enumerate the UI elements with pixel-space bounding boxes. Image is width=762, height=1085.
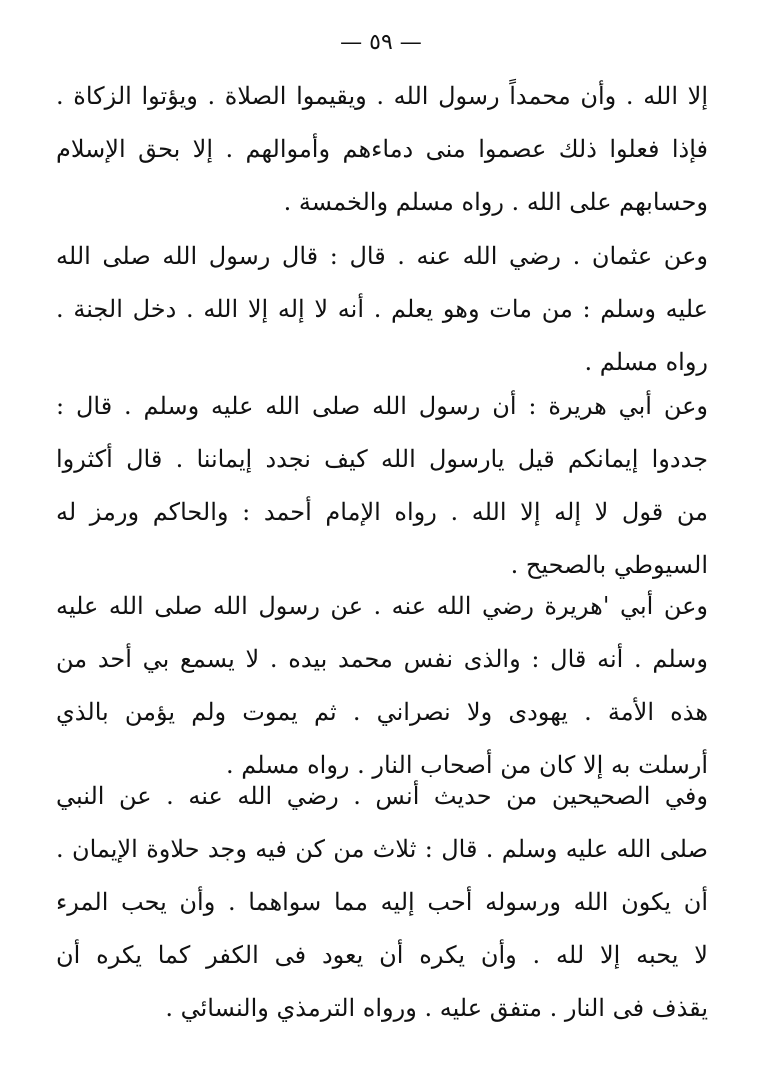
text-line: السيوطي بالصحيح . — [510, 551, 708, 579]
text-line: من قول لا إله إلا الله . رواه الإمام أحمد : والحاكم ورمز له — [56, 498, 708, 526]
text-line: وسلم . أنه قال : والذى نفس محمد بيده . لا يسمع بي أحد من — [56, 645, 708, 673]
paragraph-1 — [56, 70, 708, 229]
text-line: أن يكون الله ورسوله أحب إليه مما سواهما . وأن يحب المرء — [56, 888, 708, 916]
text-line: إلا الله . وأن محمداً رسول الله . ويقيموا الصلاة . ويؤتوا الزكاة . — [56, 82, 708, 110]
text-line: وعن أبي هريرة : أن رسول الله صلى الله عليه وسلم . قال : — [56, 392, 708, 420]
text-line: يقذف فى النار . متفق عليه . ورواه الترمذي والنسائي . — [165, 994, 708, 1022]
text-line: أرسلت به إلا كان من أصحاب النار . رواه مسلم . — [226, 751, 708, 779]
text-line: وحسابهم على الله . رواه مسلم والخمسة . — [283, 188, 708, 216]
paragraph-4 — [56, 580, 708, 792]
text-line: وعن عثمان . رضي الله عنه . قال : قال رسول الله صلى الله — [56, 242, 708, 270]
text-line: رواه مسلم . — [584, 348, 708, 376]
paragraph-2 — [56, 230, 708, 389]
text-line: وعن أبي 'هريرة رضي الله عنه . عن رسول الله صلى الله عليه — [56, 592, 708, 620]
text-line: عليه وسلم : من مات وهو يعلم . أنه لا إله إلا الله . دخل الجنة . — [56, 295, 708, 323]
text-line: جددوا إيمانكم قيل يارسول الله كيف نجدد إيماننا . قال أكثروا — [56, 445, 708, 473]
text-line: فإذا فعلوا ذلك عصموا منى دماءهم وأموالهم . إلا بحق الإسلام — [56, 135, 708, 163]
text-line: صلى الله عليه وسلم . قال : ثلاث من كن فيه وجد حلاوة الإيمان . — [56, 835, 708, 863]
page-number: — ٥٩ — — [340, 30, 422, 55]
text-line: وفي الصحيحين من حديث أنس . رضي الله عنه . عن النبي — [56, 782, 708, 810]
text-line: لا يحبه إلا لله . وأن يكره أن يعود فى الكفر كما يكره أن — [56, 941, 708, 969]
paragraph-5 — [56, 770, 708, 1035]
text-line: هذه الأمة . يهودى ولا نصراني . ثم يموت ولم يؤمن بالذي — [56, 698, 708, 726]
paragraph-3 — [56, 380, 708, 592]
